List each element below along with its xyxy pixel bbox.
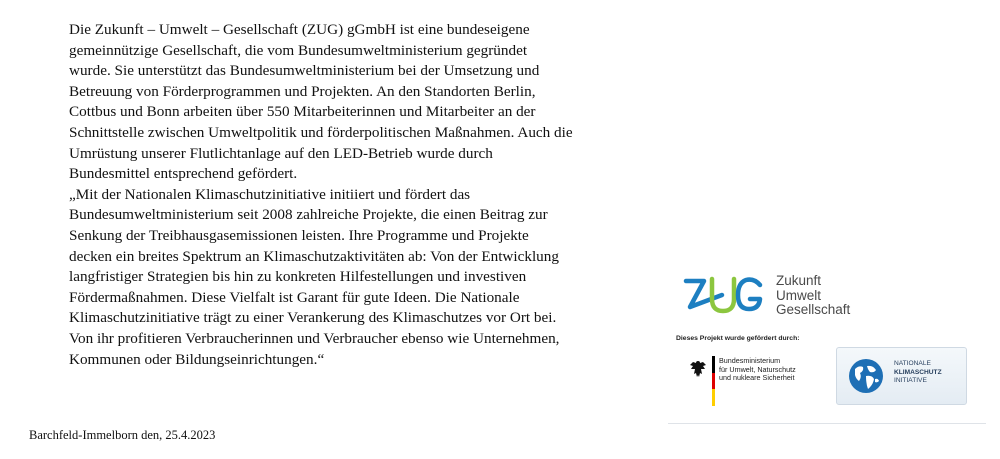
nki-line-1: NATIONALE [894, 360, 931, 367]
place-date-line: Barchfeld-Immelborn den, 25.4.2023 [29, 428, 216, 442]
zug-word-2: Umwelt [776, 287, 822, 303]
nki-line-2: KLIMASCHUTZ [894, 368, 942, 376]
bmu-logo-text [719, 357, 796, 383]
bmu-line-1: Bundesministerium [719, 356, 781, 365]
zug-logo-icon [682, 273, 766, 317]
nki-wordmark [894, 360, 942, 386]
nki-line-3: INITIATIVE [894, 377, 927, 384]
funded-by-label: Dieses Projekt wurde gefördert durch: [676, 335, 800, 342]
german-flag-bar [712, 356, 715, 406]
globe-icon [847, 357, 885, 395]
paragraph-nki-quote: „Mit der Nationalen Klimaschutzinitiative initiiert und fördert das Bundesumweltministerium seit 2008 zahlreiche Projekte, die einen Beitrag zur Senkung der Treibhausgasemissionen leisten. Ihre Programme und Projekte decken ein breites Spektrum an Klimaschutzaktivitäten ab: Von der Entwicklung langfristiger Strategien bis hin zu konkreten Hilfestellungen und investiven Fördermaßnahmen. Diese Vielfalt ist Garant für gute Ideen. Die Nationale Klimaschutzinitiative trägt zu einer Verankerung des Klimaschutzes vor Ort bei. Von ihr profitieren Verbraucherinnen und Verbraucher ebenso wie Unternehmen, Kommunen oder Bildungseinrichtungen.“ [69, 185, 560, 368]
bmu-line-3: und nukleare Sicherheit [719, 373, 795, 383]
bmu-line-2: für Umwelt, Naturschutz [719, 364, 796, 374]
paragraph-zug: Die Zukunft – Umwelt – Gesellschaft (ZUG) gGmbH ist eine bundeseigene gemeinnützige Gesellschaft, die vom Bundesumweltministerium gegründet wurde. Sie unterstützt das Bundesumweltministerium bei der Umsetzung und Betreuung von Förderprogrammen und Projekten. An den Standorten Berlin, Cottbus und Bonn arbeiten über 550 Mitarbeiterinnen und Mitarbeiter an der Schnittstelle zwischen Umweltpolitik und förderpolitischen Maßnahmen. Auch die Umrüstung unserer Flutlichtanlage auf den LED-Betrieb wurde durch Bundesmittel entsprechend gefördert. [69, 21, 573, 183]
federal-eagle-icon [689, 359, 707, 379]
funding-logo-panel [668, 265, 986, 425]
zug-word-1: Zukunft [776, 273, 822, 288]
press-text [69, 20, 589, 370]
logo-panel-divider [668, 423, 986, 424]
zug-wordmark [776, 274, 850, 318]
zug-word-3: Gesellschaft [776, 302, 851, 317]
nki-logo-badge [836, 347, 967, 405]
